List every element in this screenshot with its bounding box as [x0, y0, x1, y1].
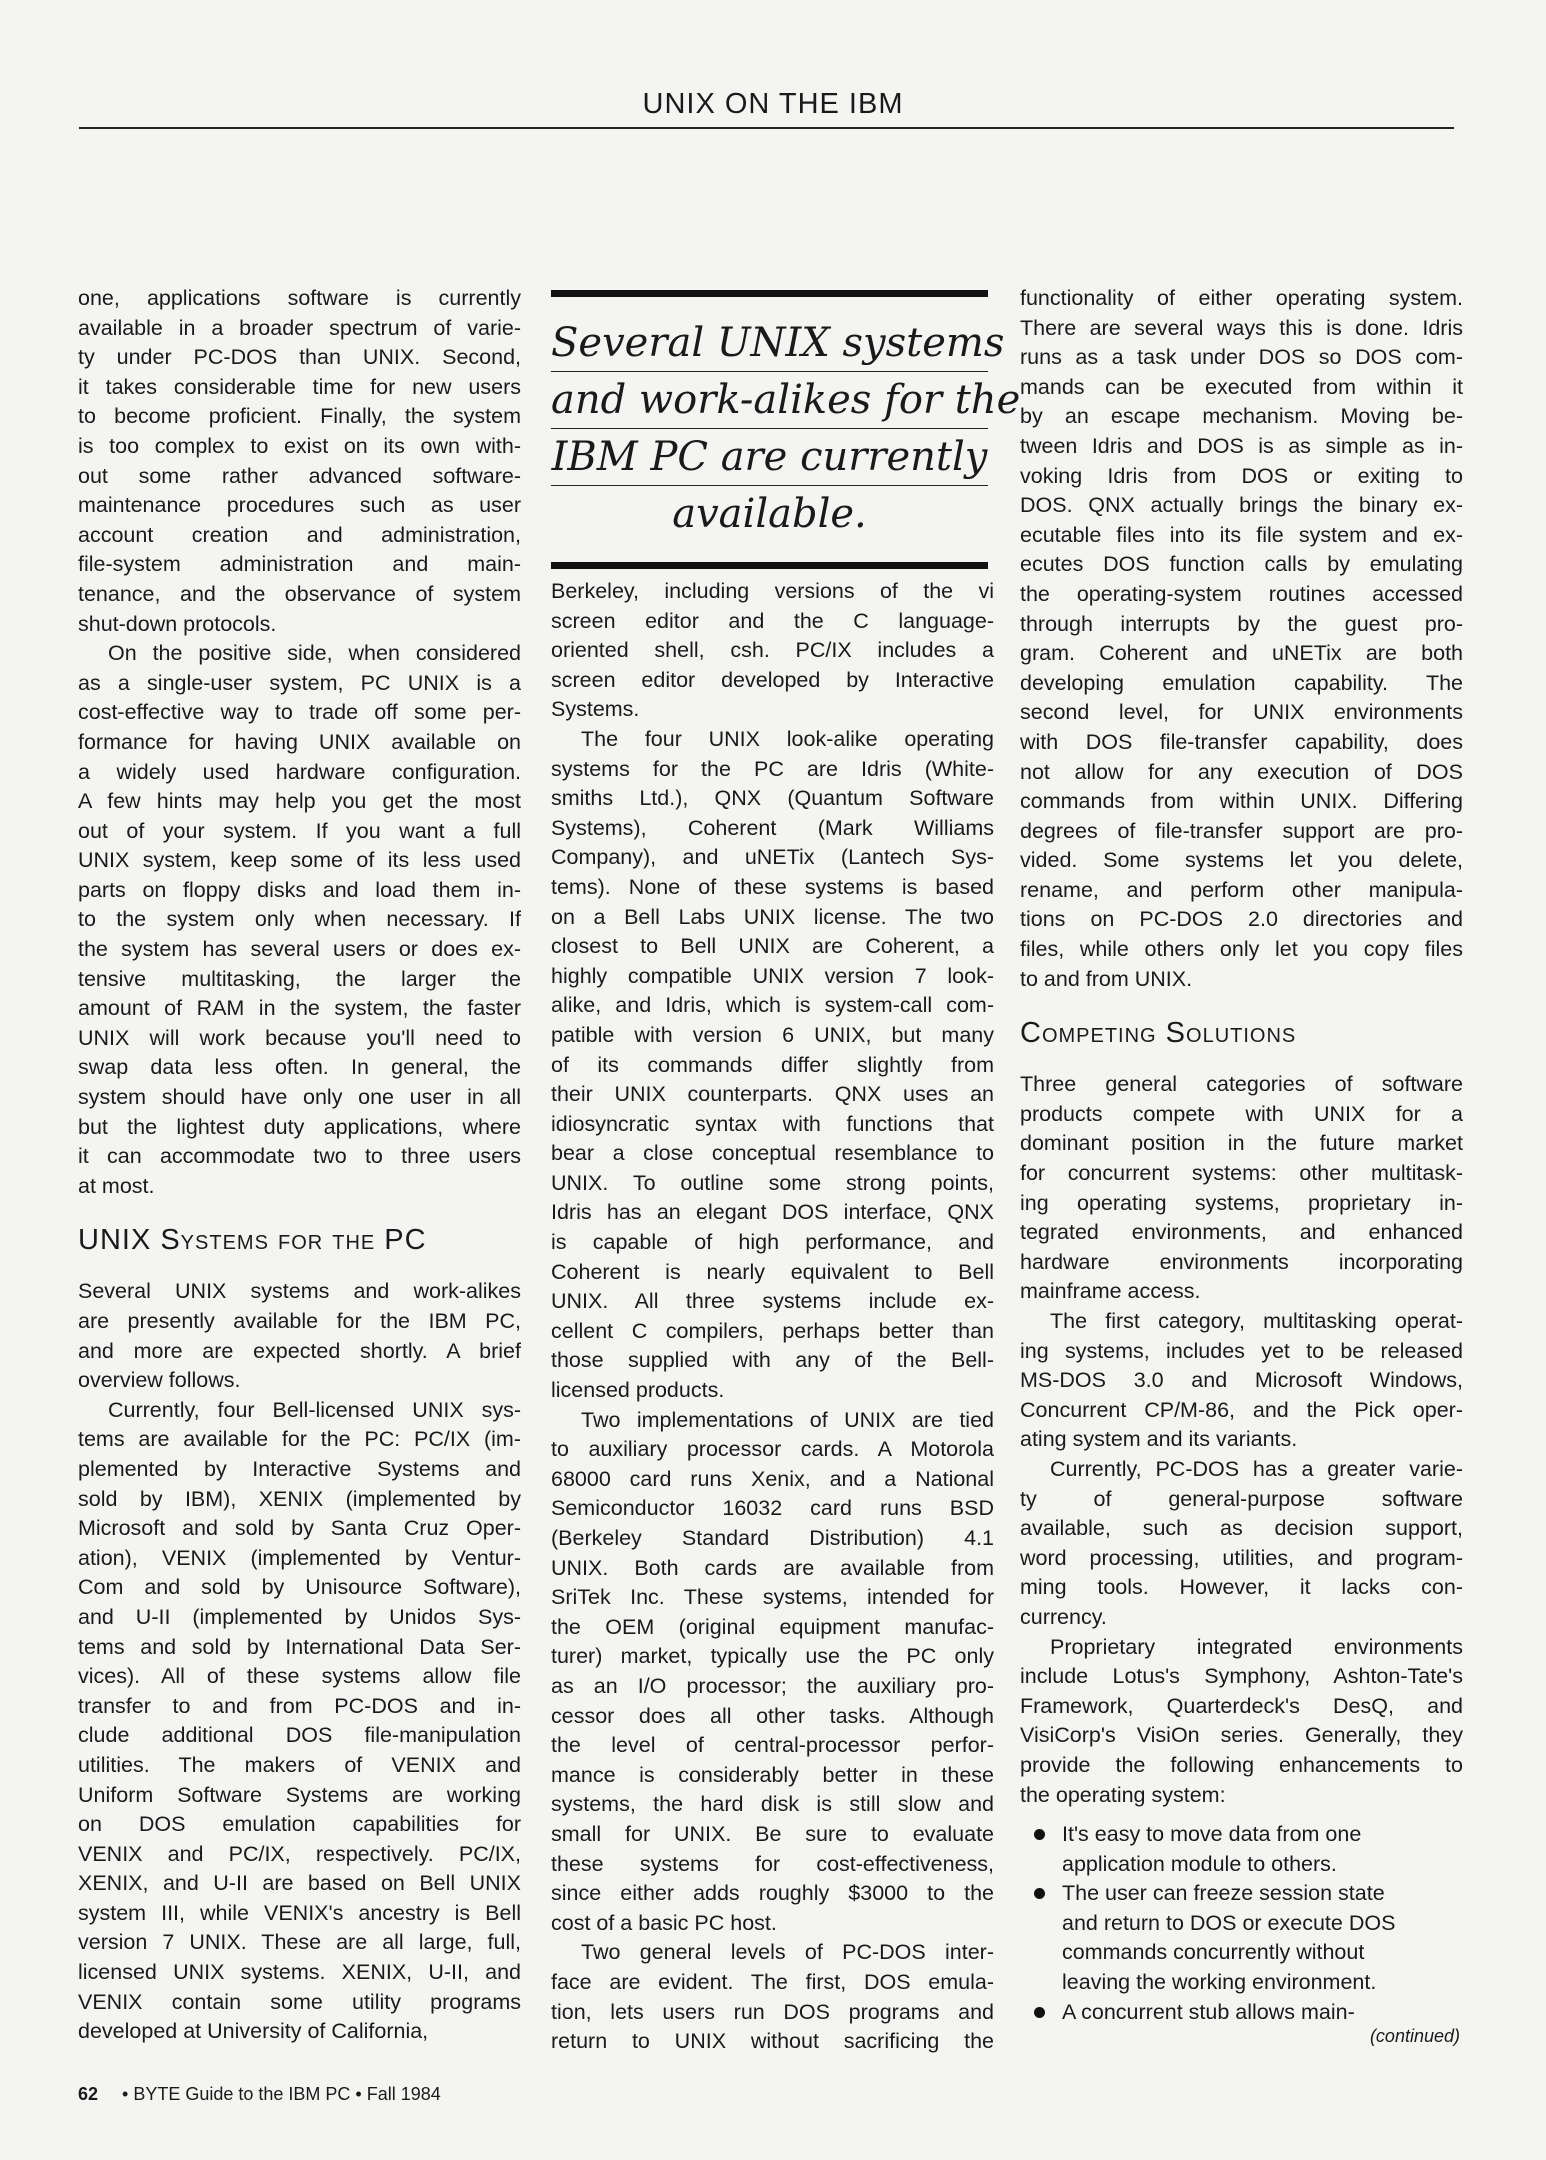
paragraph	[78, 284, 521, 639]
text-line: the operating-system routines accessed	[1020, 581, 1463, 606]
text-line: mands can be executed from within it	[1020, 374, 1463, 399]
text-line: developing emulation capability. The	[1020, 670, 1463, 695]
text-line: ming tools. However, it lacks con-	[1020, 1575, 1463, 1600]
text-line: for concurrent systems: other multitask-	[1020, 1161, 1463, 1186]
paragraph	[1020, 1455, 1463, 1633]
text-line: alike, and Idris, which is system-call com-	[551, 993, 994, 1018]
text-line: as a single-user system, PC UNIX is a	[78, 670, 521, 695]
text-line: formance for having UNIX available on	[78, 729, 521, 754]
text-line: Proprietary integrated environments	[1050, 1634, 1463, 1659]
pull-quote-line: available.	[672, 491, 867, 537]
text-line: ing operating systems, proprietary in-	[1020, 1190, 1463, 1215]
text-line: system should have only one user in all	[78, 1085, 521, 1110]
bullet-dot-icon	[1034, 2007, 1045, 2018]
pull-quote-line: Several UNIX systems	[551, 315, 988, 372]
text-line: bear a close conceptual resemblance to	[551, 1141, 994, 1166]
text-line: systems, the hard disk is still slow and	[551, 1792, 994, 1817]
text-line: licensed UNIX systems. XENIX, U-II, and	[78, 1960, 521, 1985]
text-line: Uniform Software Systems are working	[78, 1782, 521, 1807]
col1-body	[78, 284, 521, 1201]
text-line: products compete with UNIX for a	[1020, 1101, 1463, 1126]
text-line: ty of general-purpose software	[1020, 1486, 1463, 1511]
text-line: Systems.	[551, 697, 640, 722]
text-line: turer) market, typically use the PC only	[551, 1644, 994, 1669]
text-line: one, applications software is currently	[78, 286, 521, 310]
text-line: is capable of high performance, and	[551, 1230, 994, 1255]
text-line: The user can freeze session state	[1062, 1881, 1385, 1906]
text-line: of its commands differ slightly from	[551, 1052, 994, 1077]
text-line: Microsoft and sold by Santa Cruz Oper-	[78, 1516, 521, 1541]
text-line: mance is considerably better in these	[551, 1762, 994, 1787]
paragraph	[551, 577, 994, 725]
text-line: cessor does all other tasks. Although	[551, 1703, 994, 1728]
text-line: utilities. The makers of VENIX and	[78, 1752, 521, 1777]
text-line: currency.	[1020, 1604, 1107, 1629]
text-line: 68000 card runs Xenix, and a National	[551, 1466, 994, 1491]
text-line: Several UNIX systems and work-alikes	[78, 1279, 521, 1304]
text-line: through interrupts by the guest pro-	[1020, 611, 1463, 636]
text-line: on DOS emulation capabilities for	[78, 1812, 521, 1837]
text-line: tegrated environments, and enhanced	[1020, 1220, 1463, 1245]
text-line: and return to DOS or execute DOS	[1062, 1910, 1396, 1935]
paragraph	[551, 1938, 994, 2056]
text-line: Systems), Coherent (Mark Williams	[551, 815, 994, 840]
text-line: VENIX and PC/IX, respectively. PC/IX,	[78, 1841, 521, 1866]
text-line: Framework, Quarterdeck's DesQ, and	[1020, 1693, 1463, 1718]
text-line: smiths Ltd.), QNX (Quantum Software	[551, 786, 994, 811]
text-line: ation), VENIX (implemented by Ventur-	[78, 1545, 521, 1570]
text-line: file-system administration and main-	[78, 552, 521, 577]
text-line: not allow for any execution of DOS	[1020, 759, 1463, 784]
text-line: application module to others.	[1062, 1851, 1337, 1876]
text-line: licensed products.	[551, 1378, 725, 1403]
page-footer	[78, 2084, 441, 2105]
text-line: by an escape mechanism. Moving be-	[1020, 404, 1463, 429]
text-line: functionality of either operating system.	[1020, 286, 1463, 310]
text-line: include Lotus's Symphony, Ashton-Tate's	[1020, 1664, 1463, 1689]
text-line: hardware environments incorporating	[1020, 1249, 1463, 1274]
text-line: VENIX contain some utility programs	[78, 1989, 521, 2014]
text-line: amount of RAM in the system, the faster	[78, 996, 521, 1021]
text-line: cellent C compilers, perhaps better than	[551, 1318, 994, 1343]
text-line: DOS. QNX actually brings the binary ex-	[1020, 493, 1463, 518]
text-line: to the system only when necessary. If	[78, 907, 521, 932]
bullet-item	[1020, 1879, 1463, 1997]
bullet-list	[1020, 1820, 1463, 2027]
text-line: rename, and perform other manipula-	[1020, 877, 1463, 902]
text-line: the operating system:	[1020, 1782, 1226, 1807]
text-line: UNIX will work because you'll need to	[78, 1025, 521, 1050]
text-line: to auxiliary processor cards. A Motorola	[551, 1437, 994, 1462]
text-line: tions on PC-DOS 2.0 directories and	[1020, 907, 1463, 932]
text-line: transfer to and from PC-DOS and in-	[78, 1693, 521, 1718]
text-line: parts on floppy disks and load them in-	[78, 877, 521, 902]
bullet-dot-icon	[1034, 1888, 1045, 1899]
text-line: SriTek Inc. These systems, intended for	[551, 1585, 994, 1610]
text-line: it takes considerable time for new users	[78, 374, 521, 399]
continued-note: (continued)	[1369, 2026, 1460, 2046]
text-line: runs as a task under DOS so DOS com-	[1020, 345, 1463, 370]
text-line: tems and sold by International Data Ser-	[78, 1634, 521, 1659]
text-line: cost of a basic PC host.	[551, 1910, 777, 1935]
text-line: developed at University of California,	[78, 2019, 429, 2044]
text-line: a widely used hardware configuration.	[78, 759, 521, 784]
text-line: highly compatible UNIX version 7 look-	[551, 963, 994, 988]
text-line: Two implementations of UNIX are tied	[581, 1407, 994, 1432]
pull-quote	[551, 290, 1021, 569]
text-line: A few hints may help you get the most	[78, 789, 521, 814]
text-line: second level, for UNIX environments	[1020, 700, 1463, 725]
column-2	[551, 577, 994, 2057]
header-rule	[79, 127, 1454, 129]
text-line: clude additional DOS file-manipulation	[78, 1723, 521, 1748]
text-line: ecutable files into its file system and ex-	[1020, 522, 1463, 547]
text-line: The four UNIX look-alike operating	[581, 726, 994, 751]
text-line: commands concurrently without	[1062, 1940, 1365, 1965]
text-line: oriented shell, csh. PC/IX includes a	[551, 638, 994, 663]
text-line: to and from UNIX.	[1020, 966, 1193, 991]
paragraph	[1020, 1070, 1463, 1307]
section-heading-competing-solutions: Competing Solutions	[1020, 1017, 1297, 1050]
text-line: tenance, and the observance of system	[78, 581, 521, 606]
pull-quote-bottom-bar	[551, 562, 988, 569]
text-line: Semiconductor 16032 card runs BSD	[551, 1496, 994, 1521]
col2-body	[551, 577, 994, 2057]
text-line: patible with version 6 UNIX, but many	[551, 1022, 994, 1047]
text-line: these systems for cost-effectiveness,	[551, 1851, 994, 1876]
text-line: tion, lets users run DOS programs and	[551, 1999, 994, 2024]
text-line: voking Idris from DOS or exiting to	[1020, 463, 1463, 488]
page-number: 62	[78, 2084, 99, 2104]
text-line: Com and sold by Unisource Software),	[78, 1575, 521, 1600]
text-line: account creation and administration,	[78, 522, 521, 547]
text-line: maintenance procedures such as user	[78, 493, 521, 518]
text-line: shut-down protocols.	[78, 611, 277, 636]
text-line: screen editor developed by Interactive	[551, 667, 994, 692]
text-line: the OEM (original equipment manufac-	[551, 1614, 994, 1639]
bullet-dot-icon	[1034, 1829, 1045, 1840]
text-line: return to UNIX without sacrificing the	[551, 2029, 994, 2054]
text-line: small for UNIX. Be sure to evaluate	[551, 1821, 994, 1846]
text-line: tems). None of these systems is based	[551, 874, 994, 899]
text-line: UNIX. To outline some strong points,	[551, 1170, 994, 1195]
text-line: out of your system. If you want a full	[78, 818, 521, 843]
text-line: swap data less often. In general, the	[78, 1055, 521, 1080]
text-line: Two general levels of PC-DOS inter-	[581, 1940, 994, 1965]
text-line: version 7 UNIX. These are all large, full,	[78, 1930, 521, 1955]
text-line: is too complex to exist on its own with-	[78, 433, 521, 458]
text-line: Idris has an elegant DOS interface, QNX	[551, 1200, 994, 1225]
paragraph	[551, 725, 994, 1406]
text-line: A concurrent stub allows main-	[1062, 1999, 1355, 2024]
text-line: The first category, multitasking operat-	[1050, 1309, 1463, 1333]
text-line: closest to Bell UNIX are Coherent, a	[551, 934, 994, 959]
text-line: There are several ways this is done. Idris	[1020, 315, 1463, 340]
text-line: Currently, PC-DOS has a greater varie-	[1050, 1456, 1463, 1481]
text-line: dominant position in the future market	[1020, 1131, 1463, 1156]
text-line: Berkeley, including versions of the vi	[551, 579, 994, 603]
text-line: overview follows.	[78, 1368, 241, 1393]
text-line: degrees of file-transfer support are pro-	[1020, 818, 1463, 843]
text-line: and more are expected shortly. A brief	[78, 1338, 521, 1363]
paragraph	[551, 1406, 994, 1939]
text-line: commands from within UNIX. Differing	[1020, 789, 1463, 814]
paragraph	[1020, 1307, 1463, 1455]
col3-body-b	[1020, 1070, 1463, 1810]
text-line: Currently, four Bell-licensed UNIX sys-	[108, 1397, 521, 1422]
text-line: since either adds roughly $3000 to the	[551, 1881, 994, 1906]
text-line: Company), and uNETix (Lantech Sys-	[551, 845, 994, 870]
col1-body-b	[78, 1277, 521, 2046]
text-line: ing systems, includes yet to be released	[1020, 1338, 1463, 1363]
text-line: system III, while VENIX's ancestry is Bell	[78, 1900, 521, 1925]
text-line: UNIX system, keep some of its less used	[78, 848, 521, 873]
text-line: provide the following enhancements to	[1020, 1752, 1463, 1777]
text-line: UNIX. All three systems include ex-	[551, 1289, 994, 1314]
pull-quote-line: IBM PC are currently	[551, 429, 988, 486]
text-line: files, while others only let you copy files	[1020, 937, 1463, 962]
text-line: it can accommodate two to three users	[78, 1144, 521, 1169]
running-head: UNIX ON THE IBM	[642, 88, 904, 120]
text-line: as an I/O processor; the auxiliary pro-	[551, 1673, 994, 1698]
text-line: available in a broader spectrum of varie-	[78, 315, 521, 340]
text-line: ating system and its variants.	[1020, 1427, 1298, 1452]
text-line: ecutes DOS function calls by emulating	[1020, 552, 1463, 577]
text-line: MS-DOS 3.0 and Microsoft Windows,	[1020, 1368, 1463, 1393]
bullet-item	[1020, 1820, 1463, 1879]
pull-quote-top-bar	[551, 290, 988, 297]
text-line: with DOS file-transfer capability, does	[1020, 729, 1463, 754]
text-line: gram. Coherent and uNETix are both	[1020, 641, 1463, 666]
column-1	[78, 284, 521, 2047]
text-line: Three general categories of software	[1020, 1072, 1463, 1097]
text-line: at most.	[78, 1173, 155, 1198]
text-line: screen editor and the C language-	[551, 608, 994, 633]
paragraph	[1020, 1633, 1463, 1811]
text-line: vided. Some systems let you delete,	[1020, 848, 1463, 873]
text-line: face are evident. The first, DOS emula-	[551, 1969, 994, 1994]
col3-body	[1020, 284, 1463, 994]
text-line: It's easy to move data from one	[1062, 1822, 1362, 1847]
text-line: word processing, utilities, and program-	[1020, 1545, 1463, 1570]
text-line: on a Bell Labs UNIX license. The two	[551, 904, 994, 929]
text-line: vices). All of these systems allow file	[78, 1664, 521, 1689]
text-line: sold by IBM), XENIX (implemented by	[78, 1486, 521, 1511]
section-heading-unix-systems: UNIX Systems for the PC	[78, 1224, 427, 1257]
text-line: the level of central-processor perfor-	[551, 1733, 994, 1758]
text-line: leaving the working environment.	[1062, 1970, 1377, 1995]
paragraph	[78, 1277, 521, 1395]
text-line: cost-effective way to trade off some per-	[78, 700, 521, 725]
column-3	[1020, 284, 1463, 2027]
text-line: XENIX, and U-II are based on Bell UNIX	[78, 1871, 521, 1896]
text-line: mainframe access.	[1020, 1279, 1201, 1304]
text-line: and U-II (implemented by Unidos Sys-	[78, 1604, 521, 1629]
text-line: available, such as decision support,	[1020, 1516, 1463, 1541]
text-line: to become proficient. Finally, the system	[78, 404, 521, 429]
text-line: idiosyncratic syntax with functions that	[551, 1111, 994, 1136]
text-line: tensive multitasking, the larger the	[78, 966, 521, 991]
footer-publication: • BYTE Guide to the IBM PC • Fall 1984	[122, 2084, 441, 2104]
paragraph	[1020, 284, 1463, 994]
text-line: UNIX. Both cards are available from	[551, 1555, 994, 1580]
text-line: out some rather advanced software-	[78, 463, 521, 488]
paragraph	[78, 639, 521, 1201]
paragraph	[78, 1396, 521, 2047]
text-line: are presently available for the IBM PC,	[78, 1309, 521, 1333]
text-line: Concurrent CP/M-86, and the Pick oper-	[1020, 1397, 1463, 1422]
text-line: tween Idris and DOS is as simple as in-	[1020, 433, 1463, 458]
text-line: their UNIX counterparts. QNX uses an	[551, 1082, 994, 1107]
text-line: tems are available for the PC: PC/IX (im-	[78, 1427, 521, 1452]
text-line: ty under PC-DOS than UNIX. Second,	[78, 345, 521, 370]
text-line: but the lightest duty applications, where	[78, 1114, 521, 1139]
pull-quote-line: and work-alikes for the	[551, 372, 988, 429]
text-line: Coherent is nearly equivalent to Bell	[551, 1259, 994, 1284]
text-line: (Berkeley Standard Distribution) 4.1	[551, 1526, 994, 1550]
bullet-item	[1020, 1998, 1463, 2028]
text-line: those supplied with any of the Bell-	[551, 1348, 994, 1373]
text-line: plemented by Interactive Systems and	[78, 1456, 521, 1481]
text-line: systems for the PC are Idris (White-	[551, 756, 994, 781]
text-line: the system has several users or does ex-	[78, 937, 521, 962]
text-line: On the positive side, when considered	[108, 641, 521, 666]
text-line: VisiCorp's VisiOn series. Generally, they	[1020, 1723, 1463, 1748]
